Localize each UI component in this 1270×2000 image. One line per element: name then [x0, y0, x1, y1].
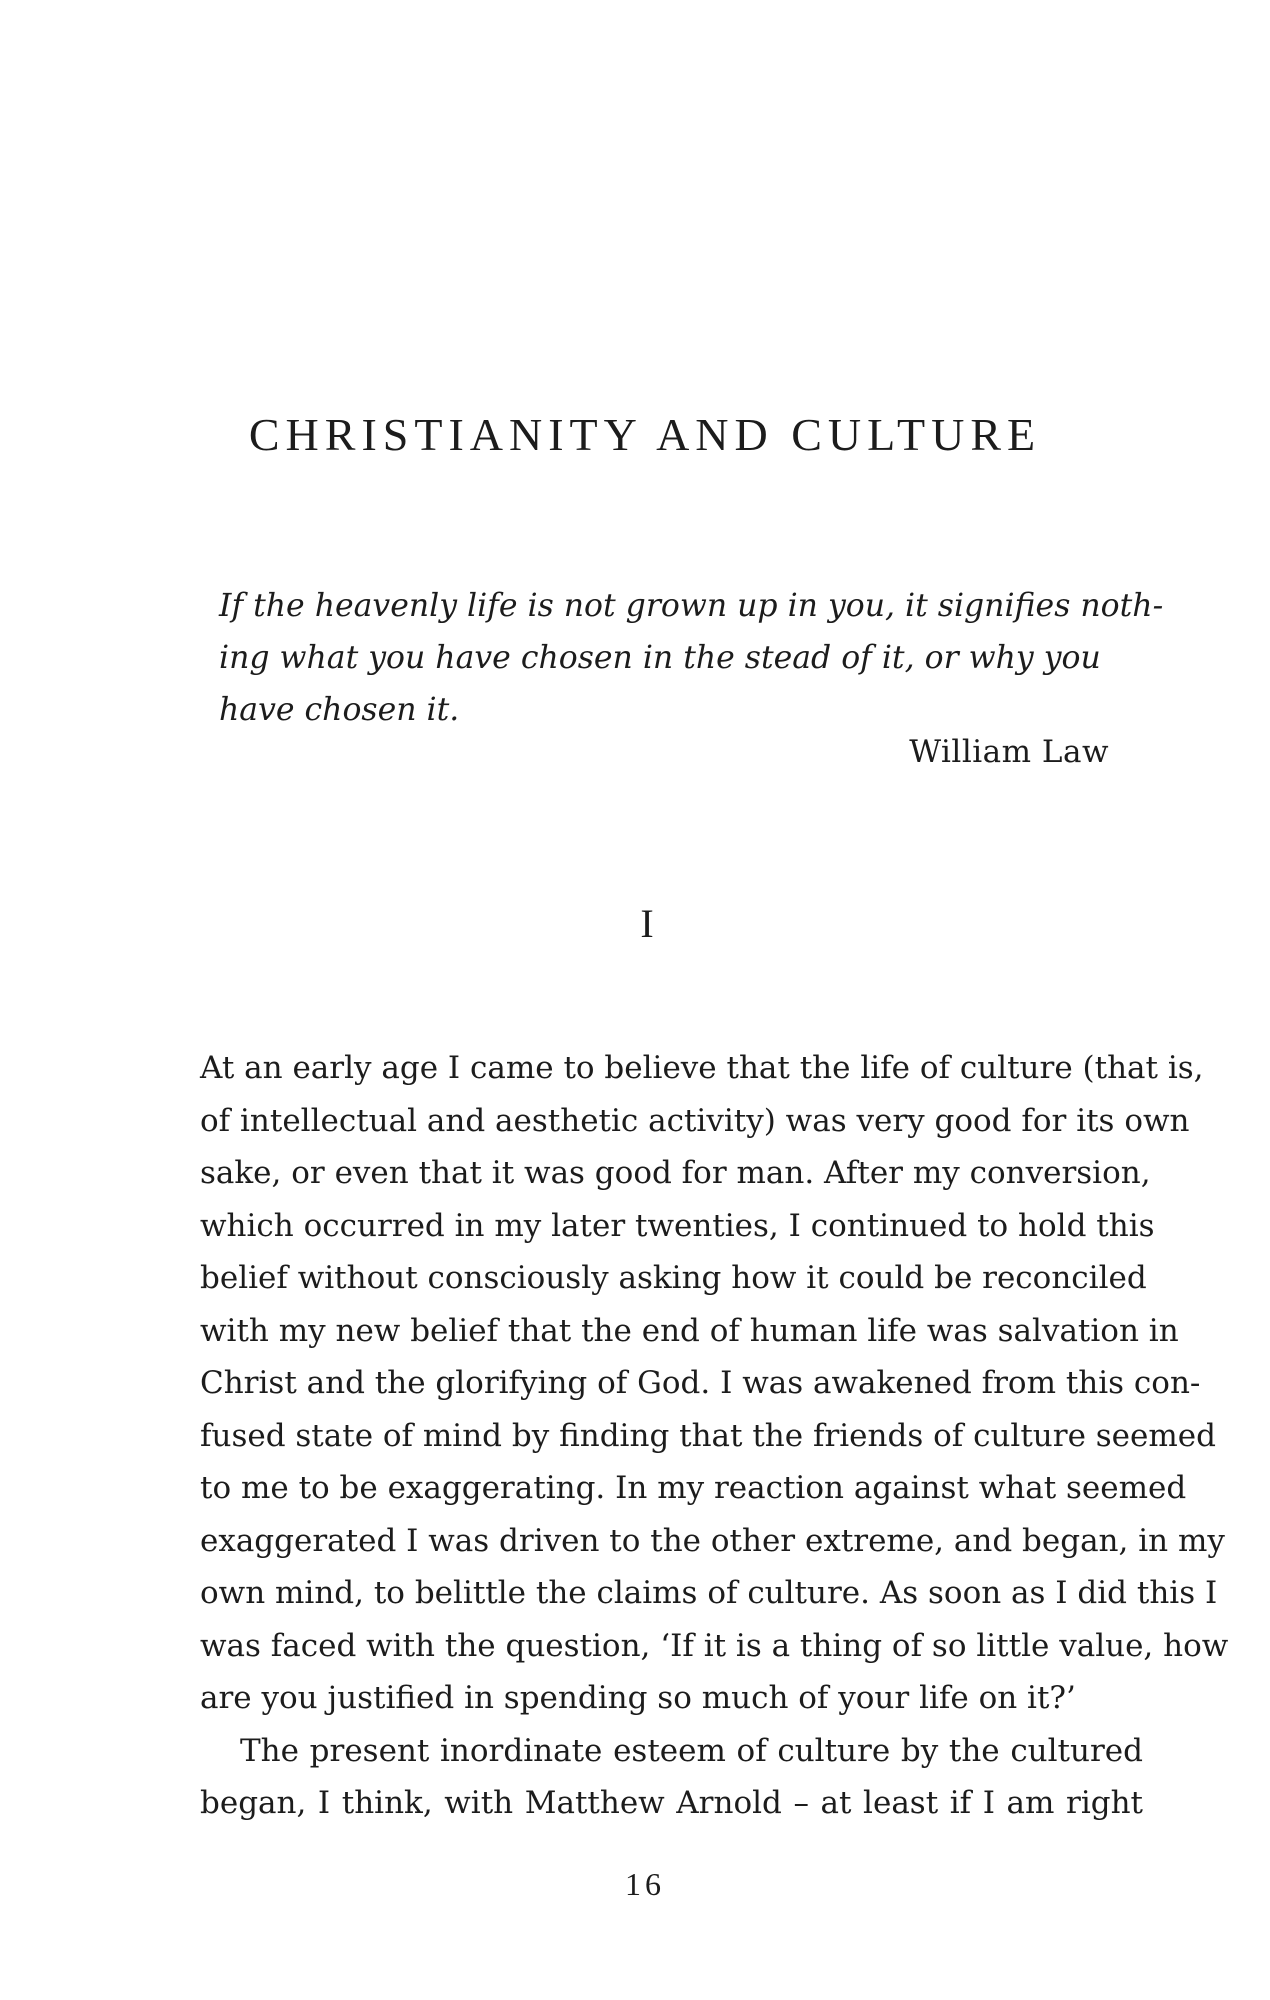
section-numeral: I — [640, 901, 654, 946]
epigraph-line: have chosen it. — [219, 692, 460, 728]
body-line: sake, or even that it was good for man. After my conversion, — [200, 1155, 1151, 1191]
body-line: Christ and the glorifying of God. I was awakened from this con- — [200, 1365, 1201, 1401]
body-line: of intellectual and aesthetic activity) was very good for its own — [200, 1102, 1190, 1139]
epigraph-line: ing what you have chosen in the stead of it, or why you — [219, 640, 1101, 676]
body-line: At an early age I came to believe that the life of culture (that is, — [200, 1050, 1204, 1086]
body-line: own mind, to belittle the claims of culture. As soon as I did this I — [200, 1575, 1218, 1611]
body-line: exaggerated I was driven to the other extreme, and began, in my — [200, 1522, 1225, 1559]
body-line: which occurred in my later twenties, I continued to hold this — [200, 1207, 1155, 1244]
body-line: fused state of mind by finding that the friends of culture seemed — [200, 1417, 1216, 1454]
body-line: to me to be exaggerating. In my reaction against what seemed — [200, 1470, 1187, 1506]
body-text — [200, 1042, 1229, 1830]
body-line: belief without consciously asking how it could be reconciled — [200, 1260, 1147, 1296]
epigraph-line: If the heavenly life is not grown up in you, it signifies noth- — [219, 588, 1164, 624]
page-number: 16 — [625, 1866, 665, 1902]
body-line: was faced with the question, ‘If it is a thing of so little value, how — [200, 1627, 1229, 1664]
body-line: began, I think, with Matthew Arnold – at least if I am right — [200, 1785, 1143, 1821]
epigraph-attribution: William Law — [909, 734, 1109, 770]
body-line: are you justified in spending so much of your life on it?’ — [200, 1680, 1076, 1716]
body-line: The present inordinate esteem of culture by the cultured — [240, 1732, 1143, 1769]
epigraph — [219, 580, 1164, 736]
body-line: with my new belief that the end of human life was salvation in — [200, 1312, 1179, 1349]
chapter-title: CHRISTIANITY AND CULTURE — [248, 409, 1042, 460]
